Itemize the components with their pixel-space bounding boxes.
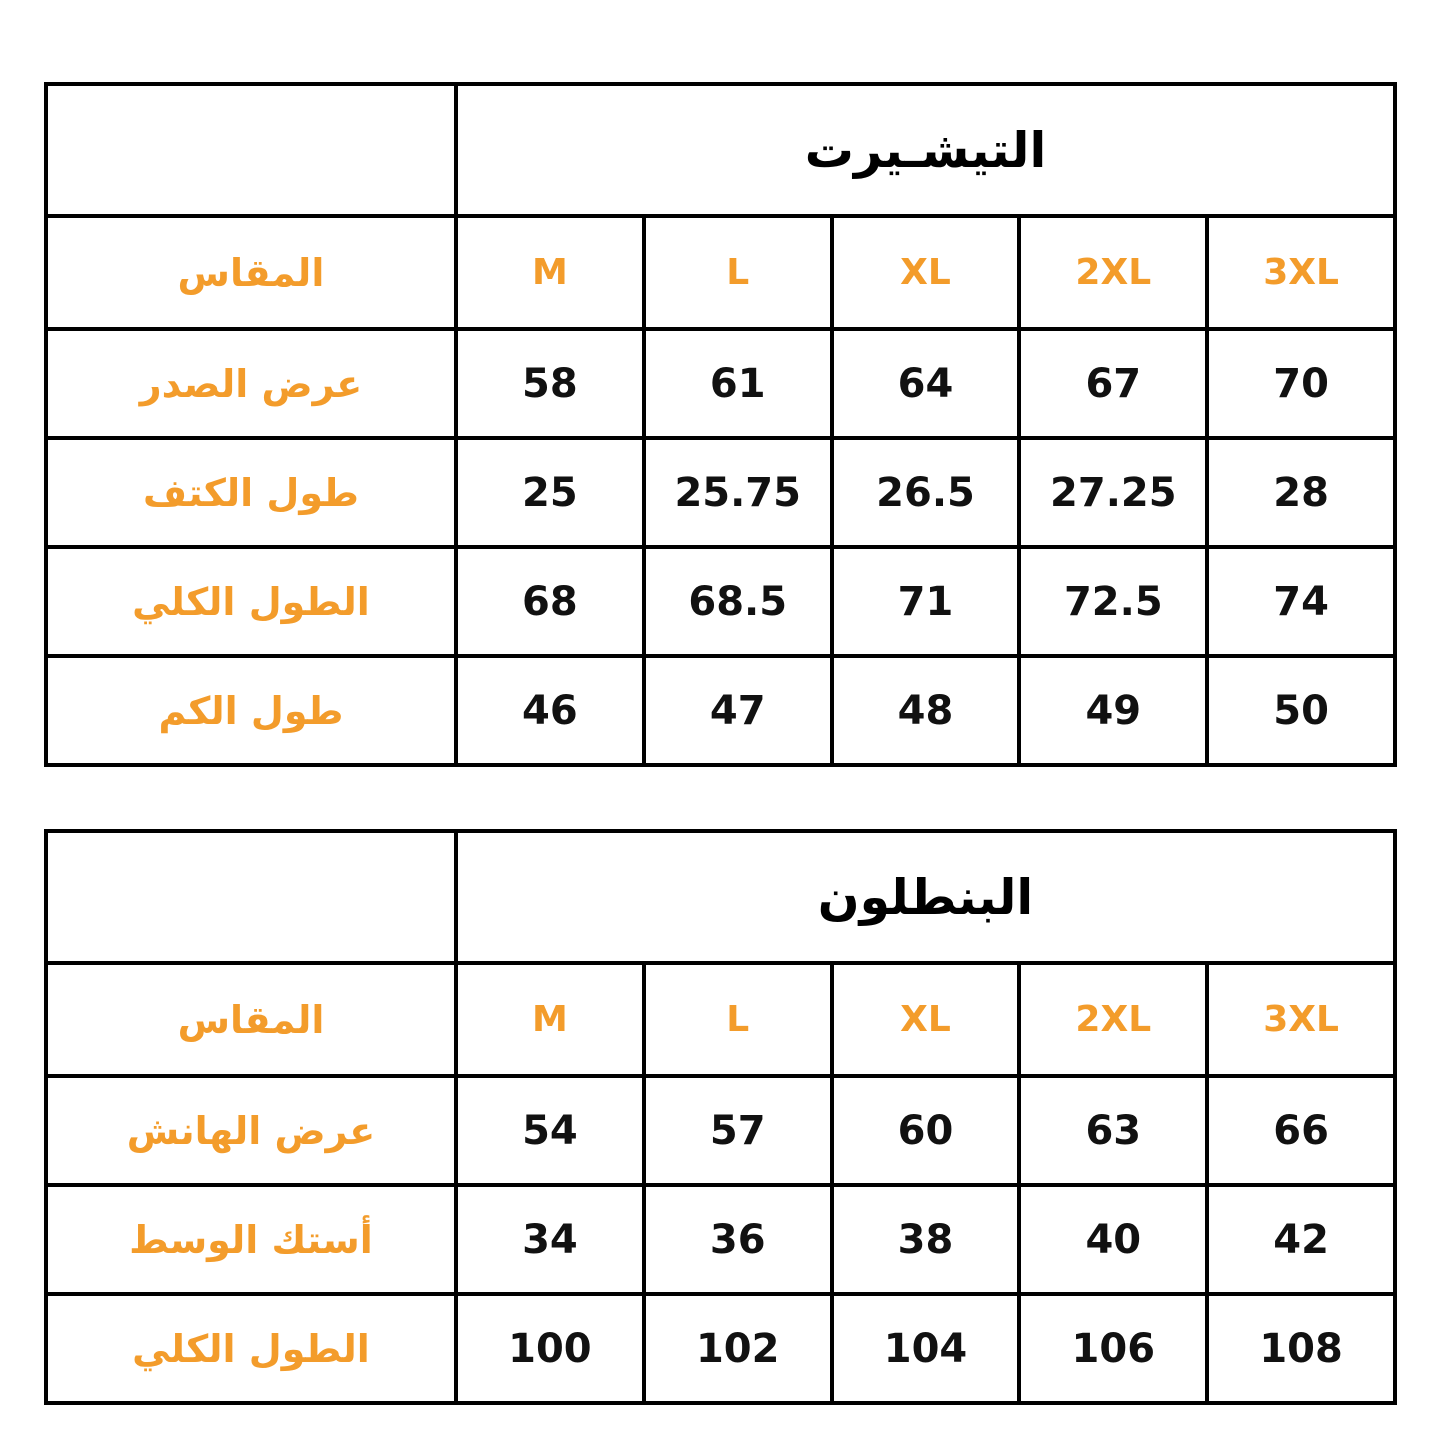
pants-waist-3xl: 42: [1207, 1185, 1395, 1294]
pants-waist-xl: 38: [832, 1185, 1020, 1294]
tshirt-chest-m: 58: [456, 329, 644, 438]
table-row: [46, 547, 1395, 656]
tshirt-size-2xl: 2XL: [1019, 216, 1207, 329]
tshirt-sleeve-xl: 48: [832, 656, 1020, 765]
tshirt-size-m: M: [456, 216, 644, 329]
tshirt-size-l: L: [644, 216, 832, 329]
pants-row-label-waist: أستك الوسط: [46, 1185, 456, 1294]
pants-hip-m: 54: [456, 1076, 644, 1185]
pants-length-l: 102: [644, 1294, 832, 1403]
pants-length-3xl: 108: [1207, 1294, 1395, 1403]
table-row: [46, 1076, 1395, 1185]
pants-size-m: M: [456, 963, 644, 1076]
tshirt-shoulder-m: 25: [456, 438, 644, 547]
table-row: [46, 656, 1395, 765]
pants-hip-xl: 60: [832, 1076, 1020, 1185]
tshirt-sleeve-2xl: 49: [1019, 656, 1207, 765]
pants-waist-m: 34: [456, 1185, 644, 1294]
table-row: [46, 1185, 1395, 1294]
pants-hip-3xl: 66: [1207, 1076, 1395, 1185]
tshirt-length-m: 68: [456, 547, 644, 656]
tshirt-row-label-sleeve: طول الكم: [46, 656, 456, 765]
pants-title-blank-cell: [46, 831, 456, 963]
tshirt-sleeve-m: 46: [456, 656, 644, 765]
tshirt-sleeve-3xl: 50: [1207, 656, 1395, 765]
tshirt-size-3xl: 3XL: [1207, 216, 1395, 329]
pants-hip-2xl: 63: [1019, 1076, 1207, 1185]
pants-size-table: [44, 829, 1397, 1405]
pants-size-2xl: 2XL: [1019, 963, 1207, 1076]
tshirt-row-label-shoulder: طول الكتف: [46, 438, 456, 547]
tshirt-length-xl: 71: [832, 547, 1020, 656]
tshirt-row-label-total-length: الطول الكلي: [46, 547, 456, 656]
tshirt-shoulder-l: 25.75: [644, 438, 832, 547]
pants-length-2xl: 106: [1019, 1294, 1207, 1403]
pants-hip-l: 57: [644, 1076, 832, 1185]
tshirt-length-3xl: 74: [1207, 547, 1395, 656]
tshirt-size-header-label: المقاس: [46, 216, 456, 329]
pants-size-3xl: 3XL: [1207, 963, 1395, 1076]
tshirt-title-blank-cell: [46, 84, 456, 216]
table-header-row: [46, 963, 1395, 1076]
tshirt-chest-l: 61: [644, 329, 832, 438]
pants-size-xl: XL: [832, 963, 1020, 1076]
tshirt-length-2xl: 72.5: [1019, 547, 1207, 656]
pants-waist-2xl: 40: [1019, 1185, 1207, 1294]
tshirt-chest-3xl: 70: [1207, 329, 1395, 438]
table-row: [46, 329, 1395, 438]
table-title-row: [46, 84, 1395, 216]
tshirt-sleeve-l: 47: [644, 656, 832, 765]
tshirt-chest-xl: 64: [832, 329, 1020, 438]
tshirt-shoulder-3xl: 28: [1207, 438, 1395, 547]
table-title-row: [46, 831, 1395, 963]
tshirt-size-table: [44, 82, 1397, 767]
tshirt-chest-2xl: 67: [1019, 329, 1207, 438]
pants-length-m: 100: [456, 1294, 644, 1403]
tshirt-size-xl: XL: [832, 216, 1020, 329]
tshirt-shoulder-xl: 26.5: [832, 438, 1020, 547]
table-row: [46, 438, 1395, 547]
tshirt-row-label-chest: عرض الصدر: [46, 329, 456, 438]
pants-size-header-label: المقاس: [46, 963, 456, 1076]
pants-size-l: L: [644, 963, 832, 1076]
tshirt-title: التيشـيرت: [456, 84, 1395, 216]
pants-length-xl: 104: [832, 1294, 1020, 1403]
table-row: [46, 1294, 1395, 1403]
tshirt-length-l: 68.5: [644, 547, 832, 656]
pants-row-label-total-length: الطول الكلي: [46, 1294, 456, 1403]
pants-row-label-hip: عرض الهانش: [46, 1076, 456, 1185]
pants-waist-l: 36: [644, 1185, 832, 1294]
table-spacer: [48, 767, 1397, 829]
pants-title: البنطلون: [456, 831, 1395, 963]
table-header-row: [46, 216, 1395, 329]
tshirt-shoulder-2xl: 27.25: [1019, 438, 1207, 547]
